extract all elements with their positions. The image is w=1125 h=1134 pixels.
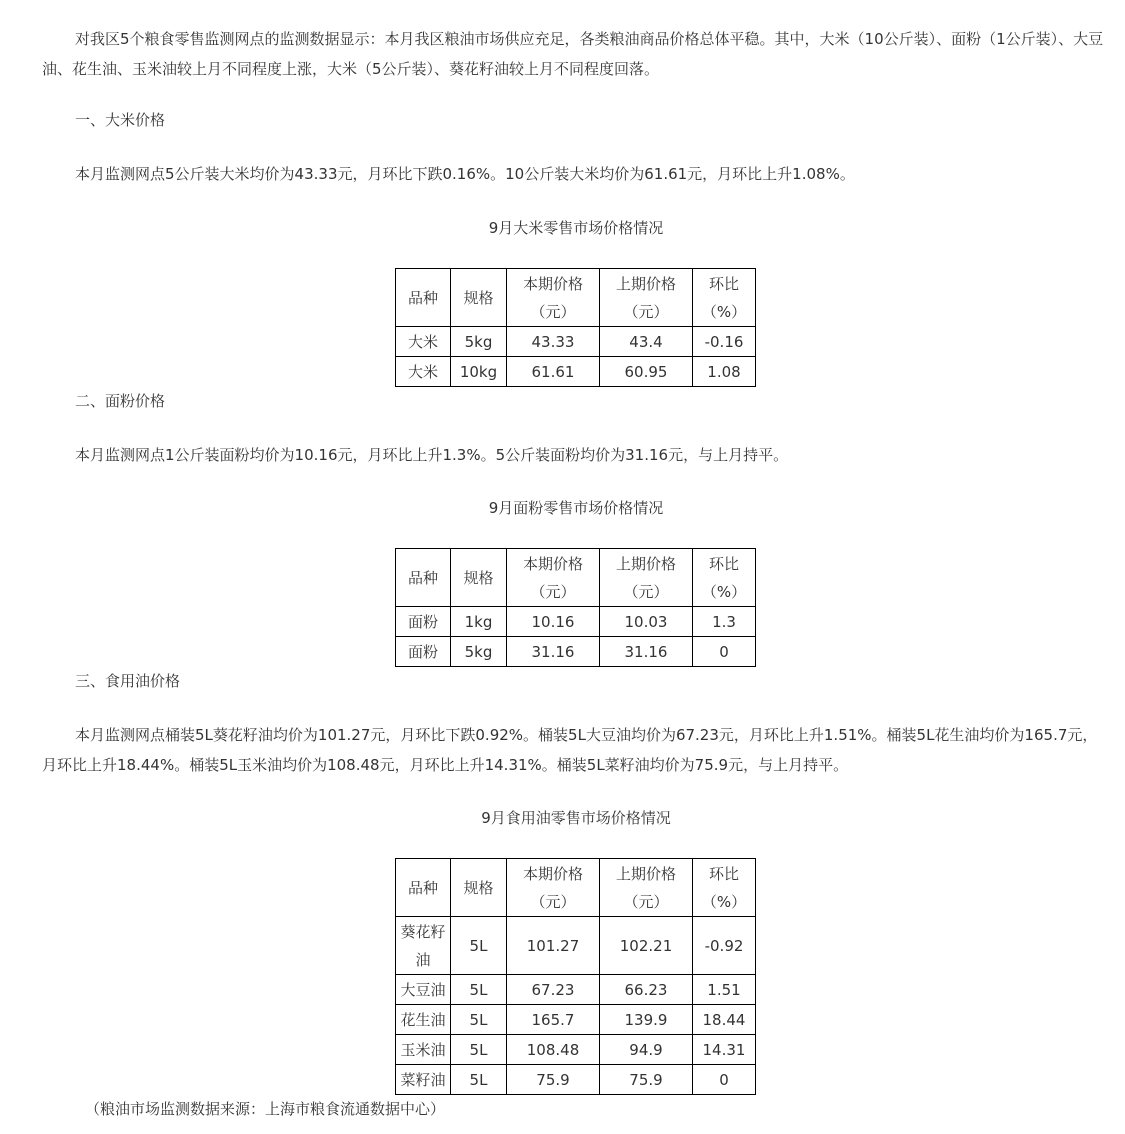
cell-spec: 5kg <box>451 637 507 667</box>
cell-previous-price: 10.03 <box>600 607 693 637</box>
header-current-price: 本期价格 （元） <box>507 549 600 607</box>
cell-current-price: 10.16 <box>507 607 600 637</box>
table-row <box>396 327 756 357</box>
table-caption-oil: 9月食用油零售市场价格情况 <box>481 809 671 827</box>
header-previous-price: 上期价格 （元） <box>600 859 693 917</box>
cell-previous-price: 75.9 <box>600 1065 693 1095</box>
cell-variety: 花生油 <box>396 1005 451 1035</box>
table-header-row <box>396 549 756 607</box>
section-body-flour: 本月监测网点1公斤装面粉均价为10.16元，月环比上升1.3%。5公斤装面粉均价为31.16元，与上月持平。 <box>75 446 789 464</box>
cell-variety: 玉米油 <box>396 1035 451 1065</box>
cell-change: 18.44 <box>693 1005 756 1035</box>
cell-current-price: 67.23 <box>507 975 600 1005</box>
cell-previous-price: 31.16 <box>600 637 693 667</box>
section-heading-rice: 一、大米价格 <box>75 111 166 129</box>
header-current-price: 本期价格 （元） <box>507 269 600 327</box>
cell-spec: 5L <box>451 917 507 975</box>
table-header-row <box>396 859 756 917</box>
header-variety: 品种 <box>396 859 451 917</box>
header-previous-price: 上期价格 （元） <box>600 269 693 327</box>
section-body-rice: 本月监测网点5公斤装大米均价为43.33元，月环比下跌0.16%。10公斤装大米均价为61.61元，月环比上升1.08%。 <box>75 165 855 183</box>
table-header-row <box>396 269 756 327</box>
cell-current-price: 165.7 <box>507 1005 600 1035</box>
table-row <box>396 637 756 667</box>
table-row <box>396 975 756 1005</box>
section-body-oil: 本月监测网点桶装5L葵花籽油均价为101.27元，月环比下跌0.92%。桶装5L大豆油均价为67.23元，月环比上升1.51%。桶装5L花生油均价为165.7元，月环比上升18.44%。桶装5L玉米油均价为108.48元，月环比上升14.31%。桶装5L菜籽油均价为75.9元，与上月持平。 <box>42 726 1098 774</box>
table-row <box>396 1065 756 1095</box>
cell-variety: 大米 <box>396 327 451 357</box>
data-source-note: （粮油市场监测数据来源：上海市粮食流通数据中心） <box>85 1100 446 1118</box>
table-row <box>396 1035 756 1065</box>
header-change: 环比 （%） <box>693 859 756 917</box>
header-change: 环比 （%） <box>693 549 756 607</box>
cell-spec: 5L <box>451 1065 507 1095</box>
cell-variety: 大米 <box>396 357 451 387</box>
cell-variety: 面粉 <box>396 607 451 637</box>
cell-previous-price: 60.95 <box>600 357 693 387</box>
section-heading-flour: 二、面粉价格 <box>75 392 166 410</box>
header-spec: 规格 <box>451 549 507 607</box>
cell-previous-price: 66.23 <box>600 975 693 1005</box>
cell-change: 1.51 <box>693 975 756 1005</box>
cell-variety: 大豆油 <box>396 975 451 1005</box>
header-variety: 品种 <box>396 269 451 327</box>
header-change: 环比 （%） <box>693 269 756 327</box>
table-row <box>396 917 756 975</box>
header-previous-price: 上期价格 （元） <box>600 549 693 607</box>
cell-change: 1.3 <box>693 607 756 637</box>
table-row <box>396 607 756 637</box>
intro-paragraph: 对我区5个粮食零售监测网点的监测数据显示：本月我区粮油市场供应充足，各类粮油商品价格总体平稳。其中，大米（10公斤装）、面粉（1公斤装）、大豆油、花生油、玉米油较上月不同程度上涨，大米（5公斤装）、葵花籽油较上月不同程度回落。 <box>42 30 1104 78</box>
header-spec: 规格 <box>451 859 507 917</box>
section-heading-oil: 三、食用油价格 <box>75 672 181 690</box>
cell-current-price: 101.27 <box>507 917 600 975</box>
table-row <box>396 357 756 387</box>
cell-change: 14.31 <box>693 1035 756 1065</box>
price-table-rice <box>395 268 756 387</box>
table-caption-flour: 9月面粉零售市场价格情况 <box>488 499 664 517</box>
cell-current-price: 108.48 <box>507 1035 600 1065</box>
cell-previous-price: 94.9 <box>600 1035 693 1065</box>
table-row <box>396 1005 756 1035</box>
cell-current-price: 75.9 <box>507 1065 600 1095</box>
price-table-oil <box>395 858 756 1095</box>
cell-variety: 面粉 <box>396 637 451 667</box>
cell-variety: 菜籽油 <box>396 1065 451 1095</box>
cell-change: -0.16 <box>693 327 756 357</box>
cell-spec: 10kg <box>451 357 507 387</box>
price-table-flour <box>395 548 756 667</box>
table-caption-rice: 9月大米零售市场价格情况 <box>488 219 664 237</box>
cell-variety: 葵花籽油 <box>396 917 451 975</box>
cell-current-price: 31.16 <box>507 637 600 667</box>
cell-current-price: 43.33 <box>507 327 600 357</box>
cell-current-price: 61.61 <box>507 357 600 387</box>
cell-spec: 5kg <box>451 327 507 357</box>
header-spec: 规格 <box>451 269 507 327</box>
cell-previous-price: 43.4 <box>600 327 693 357</box>
header-current-price: 本期价格 （元） <box>507 859 600 917</box>
cell-spec: 5L <box>451 1035 507 1065</box>
cell-spec: 5L <box>451 975 507 1005</box>
cell-change: 0 <box>693 1065 756 1095</box>
cell-previous-price: 102.21 <box>600 917 693 975</box>
cell-spec: 1kg <box>451 607 507 637</box>
cell-change: 1.08 <box>693 357 756 387</box>
cell-change: -0.92 <box>693 917 756 975</box>
cell-change: 0 <box>693 637 756 667</box>
cell-previous-price: 139.9 <box>600 1005 693 1035</box>
cell-spec: 5L <box>451 1005 507 1035</box>
header-variety: 品种 <box>396 549 451 607</box>
